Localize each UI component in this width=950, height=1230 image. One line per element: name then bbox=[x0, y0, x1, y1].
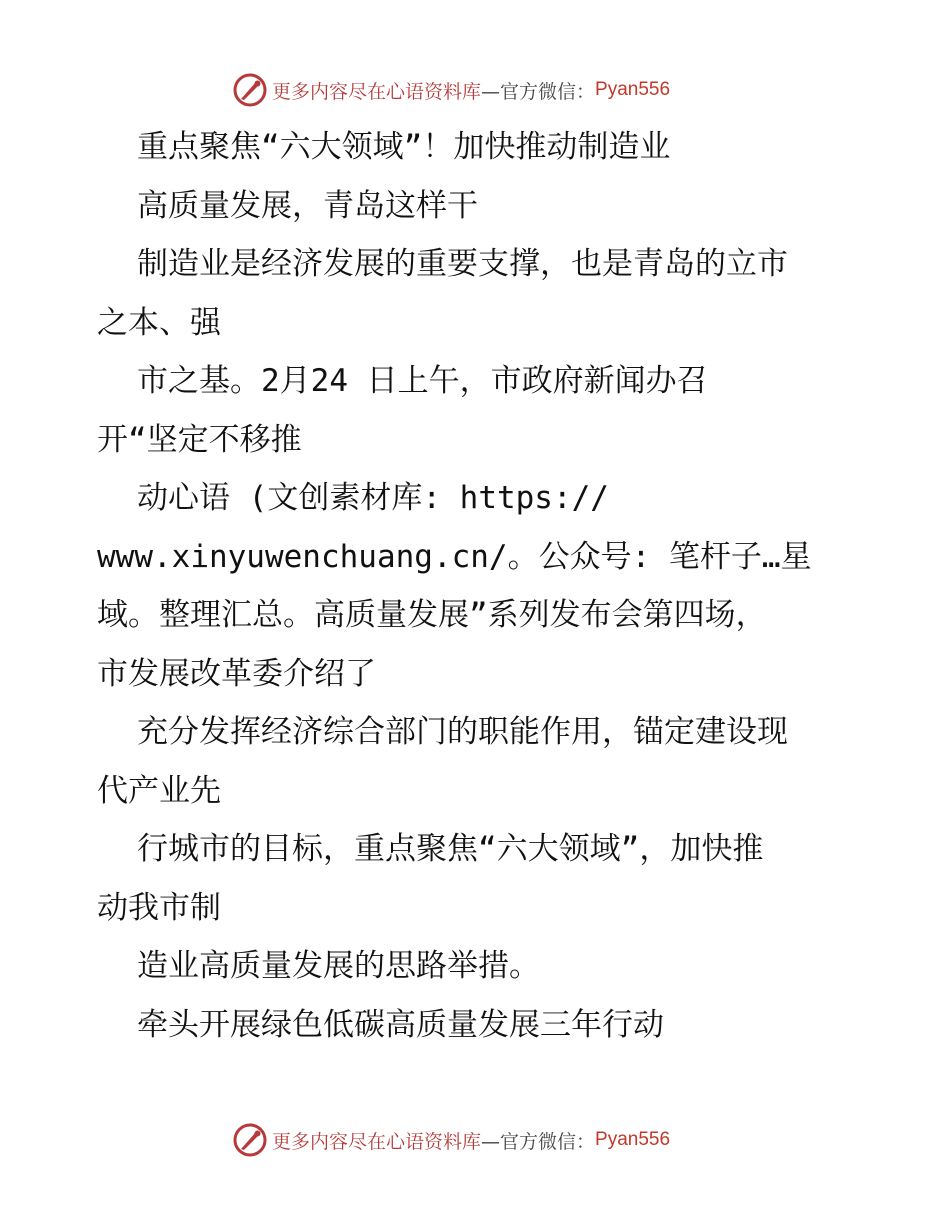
text-line: 市之基。2月24 日上午，市政府新闻办召 bbox=[137, 363, 708, 399]
watermark-wechat-label: —官方微信： bbox=[481, 1130, 596, 1153]
document-body bbox=[97, 118, 867, 1054]
watermark-wechat-id: Pyan556 bbox=[595, 1129, 671, 1150]
text-line: www.xinyuwenchuang.cn/。公众号: 笔杆子…星 bbox=[97, 538, 812, 575]
quill-logo-icon bbox=[232, 1122, 268, 1158]
text-line: 之本、强 bbox=[97, 304, 221, 341]
watermark-wechat-label: —官方微信： bbox=[481, 80, 596, 103]
watermark-main-text: 更多内容尽在心语资料库 bbox=[272, 1130, 482, 1153]
text-line: 动心语 (文创素材库: https:// bbox=[137, 480, 609, 516]
text-line: 牵头开展绿色低碳高质量发展三年行动 bbox=[137, 1006, 664, 1043]
watermark-main-text: 更多内容尽在心语资料库 bbox=[272, 80, 482, 103]
header-watermark bbox=[232, 70, 670, 110]
text-line: 重点聚焦“六大领域”！加快推动制造业 bbox=[137, 129, 671, 165]
text-line: 高质量发展，青岛这样干 bbox=[137, 187, 478, 224]
text-line: 市发展改革委介绍了 bbox=[97, 655, 376, 692]
text-line: 域。整理汇总。高质量发展”系列发布会第四场， bbox=[97, 597, 767, 633]
text-line: 代产业先 bbox=[97, 772, 221, 809]
text-line: 造业高质量发展的思路举措。 bbox=[137, 948, 540, 984]
footer-watermark bbox=[232, 1120, 670, 1160]
text-line: 制造业是经济发展的重要支撑，也是青岛的立市 bbox=[137, 246, 788, 282]
text-line: 行城市的目标，重点聚焦“六大领域”，加快推 bbox=[137, 831, 764, 867]
text-line: 充分发挥经济综合部门的职能作用，锚定建设现 bbox=[137, 714, 788, 750]
quill-logo-icon bbox=[232, 72, 268, 108]
text-line: 开“坚定不移推 bbox=[97, 421, 302, 458]
watermark-wechat-id: Pyan556 bbox=[595, 79, 671, 100]
text-line: 动我市制 bbox=[97, 889, 221, 926]
